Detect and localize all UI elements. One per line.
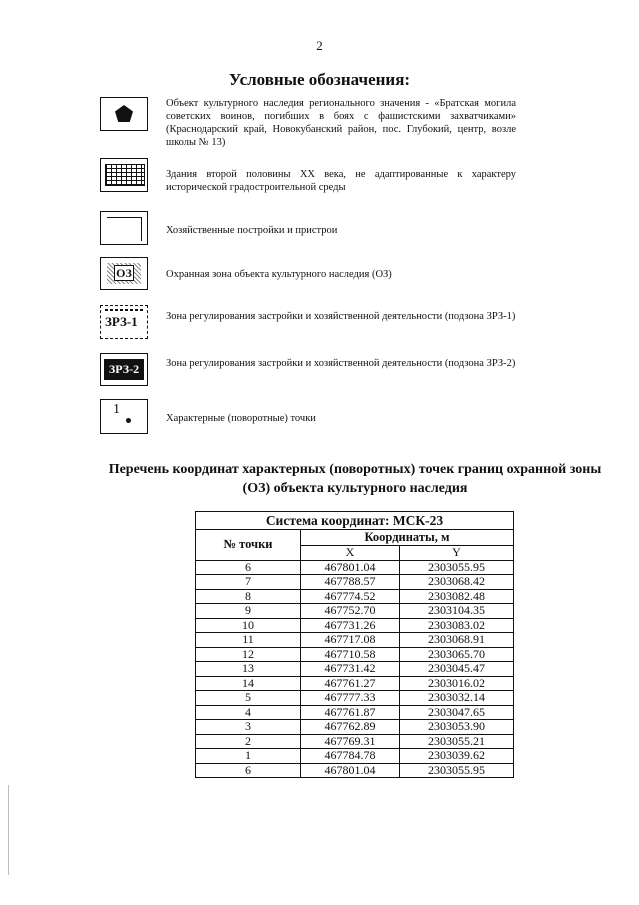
cell-point: 14 [196, 676, 301, 691]
x-header: X [301, 546, 400, 561]
cell-point: 7 [196, 575, 301, 590]
coordinates-header: Координаты, м [301, 530, 514, 546]
cell-x: 467777.33 [301, 691, 400, 706]
table-row [196, 676, 514, 691]
cell-point: 3 [196, 720, 301, 735]
cell-point: 13 [196, 662, 301, 677]
legend-item-outbuildings: Хозяйственные постройки и пристрои [166, 225, 338, 236]
cell-x: 467801.04 [301, 560, 400, 575]
cell-point: 9 [196, 604, 301, 619]
cell-x: 467769.31 [301, 734, 400, 749]
table-row [196, 662, 514, 677]
legend-item-protection-zone: Охранная зона объекта культурного наследия (ОЗ) [166, 269, 392, 280]
table-row [196, 705, 514, 720]
cell-point: 6 [196, 763, 301, 778]
table-row [196, 589, 514, 604]
cell-x: 467788.57 [301, 575, 400, 590]
page-number: 2 [316, 38, 323, 53]
cell-x: 467710.58 [301, 647, 400, 662]
cell-x: 467731.42 [301, 662, 400, 677]
table-system-row [196, 512, 514, 530]
turning-point-dot-icon [126, 418, 131, 423]
cell-y: 2303055.21 [400, 734, 514, 749]
table-row [196, 604, 514, 619]
zrz2-symbol [100, 353, 148, 386]
modern-buildings-symbol [100, 158, 148, 192]
cell-y: 2303068.91 [400, 633, 514, 648]
coordinates-list-title: Перечень координат характерных (поворотных) точек границ охранной зоны (ОЗ) объекта культурного наследия [108, 462, 602, 496]
table-row [196, 618, 514, 633]
cell-y: 2303055.95 [400, 763, 514, 778]
cell-point: 6 [196, 560, 301, 575]
cell-x: 467774.52 [301, 589, 400, 604]
cell-y: 2303016.02 [400, 676, 514, 691]
zrz2-label: ЗРЗ-2 [104, 359, 144, 380]
cell-y: 2303047.65 [400, 705, 514, 720]
zrz1-border-icon [105, 309, 143, 311]
cell-x: 467762.89 [301, 720, 400, 735]
cell-point: 5 [196, 691, 301, 706]
cell-point: 10 [196, 618, 301, 633]
outbuildings-symbol [100, 211, 148, 245]
table-header-row [196, 530, 514, 546]
cell-x: 467801.04 [301, 763, 400, 778]
heritage-object-symbol [100, 97, 148, 131]
cell-x: 467784.78 [301, 749, 400, 764]
zrz1-label: ЗРЗ-1 [105, 314, 138, 329]
cell-y: 2303083.02 [400, 618, 514, 633]
table-row [196, 763, 514, 778]
legend-item-zrz1: Зона регулирования застройки и хозяйственной деятельности (подзона ЗРЗ-1) [166, 311, 516, 322]
cell-y: 2303082.48 [400, 589, 514, 604]
outbuilding-icon-side [141, 217, 142, 241]
table-row [196, 647, 514, 662]
oz-label: ОЗ [116, 266, 132, 280]
cell-x: 467752.70 [301, 604, 400, 619]
protection-zone-symbol [100, 257, 148, 290]
zrz1-symbol [100, 305, 148, 339]
cell-point: 1 [196, 749, 301, 764]
cell-x: 467731.26 [301, 618, 400, 633]
point-number-header: № точки [196, 530, 301, 561]
cell-point: 2 [196, 734, 301, 749]
cell-point: 12 [196, 647, 301, 662]
cell-point: 11 [196, 633, 301, 648]
cell-y: 2303068.42 [400, 575, 514, 590]
cell-x: 467717.08 [301, 633, 400, 648]
cell-x: 467761.27 [301, 676, 400, 691]
cell-y: 2303045.47 [400, 662, 514, 677]
cell-point: 4 [196, 705, 301, 720]
cell-y: 2303065.70 [400, 647, 514, 662]
cell-y: 2303104.35 [400, 604, 514, 619]
cell-y: 2303055.95 [400, 560, 514, 575]
cell-y: 2303039.62 [400, 749, 514, 764]
legend-item-turning-point: Характерные (поворотные) точки [166, 413, 316, 424]
table-row [196, 575, 514, 590]
pentagon-icon [115, 105, 133, 122]
cell-y: 2303053.90 [400, 720, 514, 735]
table-row [196, 734, 514, 749]
grid-icon [105, 164, 145, 186]
cell-point: 8 [196, 589, 301, 604]
table-row [196, 720, 514, 735]
legend-item-modern-buildings: Здания второй половины XX века, не адаптированные к характеру исторической градостроительной среды [166, 169, 516, 193]
legend-title: Условные обозначения: [228, 70, 411, 89]
legend-item-heritage-object: Объект культурного наследия регионального значения - «Братская могила советских воинов, погибших в боях с фашистскими захватчиками» (Краснодарский край, Новокубанский район, пос. Глубокий, центр, возле школы № 13) [166, 98, 516, 148]
cell-y: 2303032.14 [400, 691, 514, 706]
table-row [196, 749, 514, 764]
oz-icon [107, 263, 141, 284]
page-edge-line [8, 785, 9, 875]
table-row [196, 560, 514, 575]
cell-x: 467761.87 [301, 705, 400, 720]
outbuilding-icon [107, 217, 141, 218]
turning-point-number: 1 [113, 402, 120, 417]
y-header: Y [400, 546, 514, 561]
table-row [196, 633, 514, 648]
coordinate-system-label: Система координат: МСК-23 [196, 512, 514, 530]
turning-point-symbol [100, 399, 148, 434]
legend-item-zrz2: Зона регулирования застройки и хозяйственной деятельности (подзона ЗРЗ-2) [166, 358, 516, 369]
table-row [196, 691, 514, 706]
coordinates-table [195, 511, 514, 778]
